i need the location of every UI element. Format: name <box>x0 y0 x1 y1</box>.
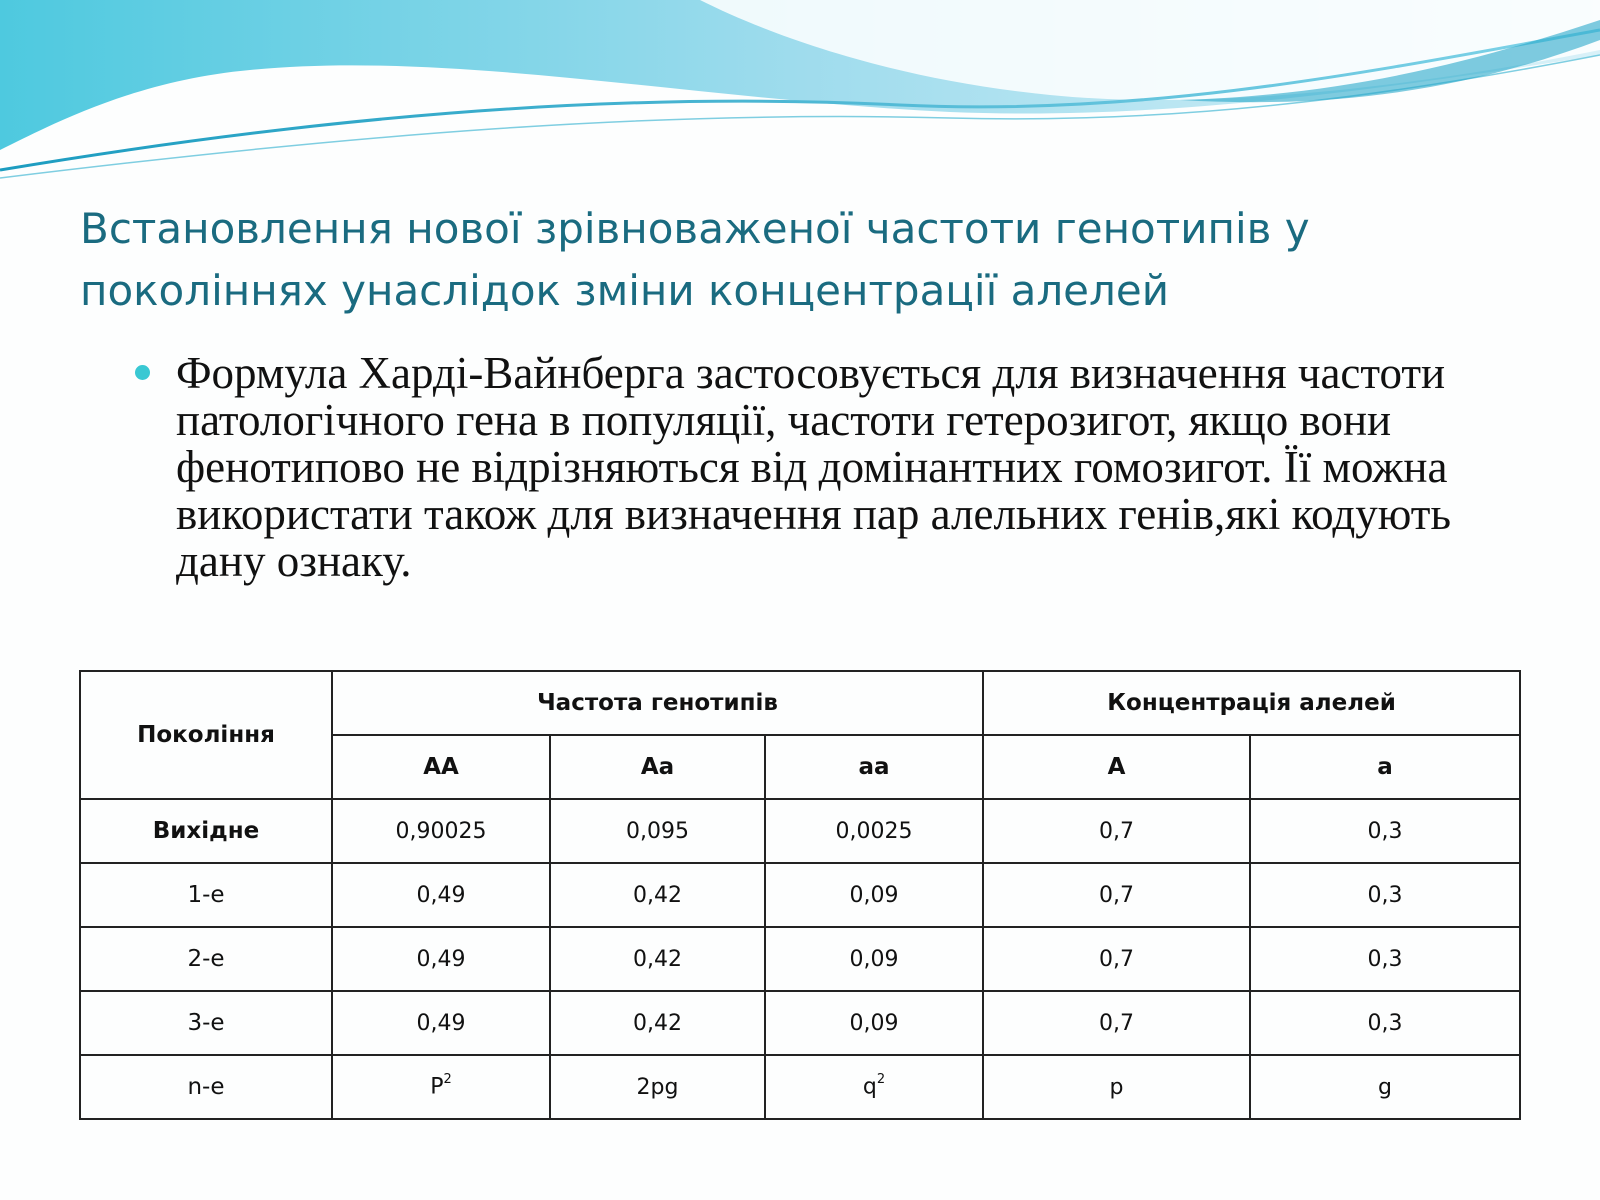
table-cell: 0,7 <box>983 927 1250 991</box>
table-cell: 0,49 <box>332 991 550 1055</box>
header-col-AA: АА <box>332 735 550 799</box>
header-generation: Покоління <box>80 671 332 799</box>
table-cell <box>332 1055 550 1119</box>
bullet-dot-icon <box>135 365 150 380</box>
formula-superscript: 2 <box>443 1072 452 1088</box>
table-cell: 0,3 <box>1250 991 1520 1055</box>
bullet-text: Формула Харді-Вайнберга застосовується для визначення частоти патологічного гена в популяції, частоти гетерозигот, якщо вони фенотипово не відрізняються від домінантних гомозигот. Її можна використати також для визначення пар алельних генів,які кодують дану ознаку. <box>176 348 1451 586</box>
formula-base: P <box>430 1074 444 1100</box>
table-cell: 0,49 <box>332 927 550 991</box>
table-cell: 0,09 <box>765 927 983 991</box>
table-cell: 0,7 <box>983 863 1250 927</box>
row-label: 1-е <box>80 863 332 927</box>
table-cell: 0,095 <box>550 799 765 863</box>
row-label: 3-е <box>80 991 332 1055</box>
table-row <box>80 991 1520 1055</box>
header-col-A: А <box>983 735 1250 799</box>
table-cell: 0,42 <box>550 927 765 991</box>
table-cell: 0,09 <box>765 991 983 1055</box>
header-allele-concentration: Концентрація алелей <box>983 671 1520 735</box>
table-cell: 0,0025 <box>765 799 983 863</box>
table-cell: 0,7 <box>983 991 1250 1055</box>
table-cell: g <box>1250 1055 1520 1119</box>
table-cell: 0,42 <box>550 991 765 1055</box>
table-cell <box>765 1055 983 1119</box>
bullet-item <box>130 350 1460 585</box>
formula-base: q <box>862 1074 877 1100</box>
hardy-weinberg-table <box>79 670 1521 1120</box>
table-cell: 0,49 <box>332 863 550 927</box>
table-row <box>80 863 1520 927</box>
header-col-Aa: Аа <box>550 735 765 799</box>
table-cell: 0,7 <box>983 799 1250 863</box>
row-label: 2-е <box>80 927 332 991</box>
table-cell: 0,3 <box>1250 927 1520 991</box>
table-cell: p <box>983 1055 1250 1119</box>
header-col-aa: аа <box>765 735 983 799</box>
table-cell: 0,90025 <box>332 799 550 863</box>
bullet-list <box>130 350 1460 585</box>
slide-title: Встановлення нової зрівноваженої частоти генотипів у поколіннях унаслідок зміни концентрації алелей <box>80 204 1310 315</box>
formula-superscript: 2 <box>876 1072 886 1088</box>
header-genotype-frequency: Частота генотипів <box>332 671 983 735</box>
table-cell: 2pg <box>550 1055 765 1119</box>
row-label: n-е <box>80 1055 332 1119</box>
table-cell: 0,42 <box>550 863 765 927</box>
table-cell: 0,3 <box>1250 799 1520 863</box>
table-cell: 0,3 <box>1250 863 1520 927</box>
table-row <box>80 799 1520 863</box>
row-label: Вихідне <box>80 799 332 863</box>
table-cell: 0,09 <box>765 863 983 927</box>
table-row <box>80 1055 1520 1119</box>
table-row <box>80 927 1520 991</box>
header-col-a: а <box>1250 735 1520 799</box>
header-wave-decoration <box>0 0 1600 200</box>
